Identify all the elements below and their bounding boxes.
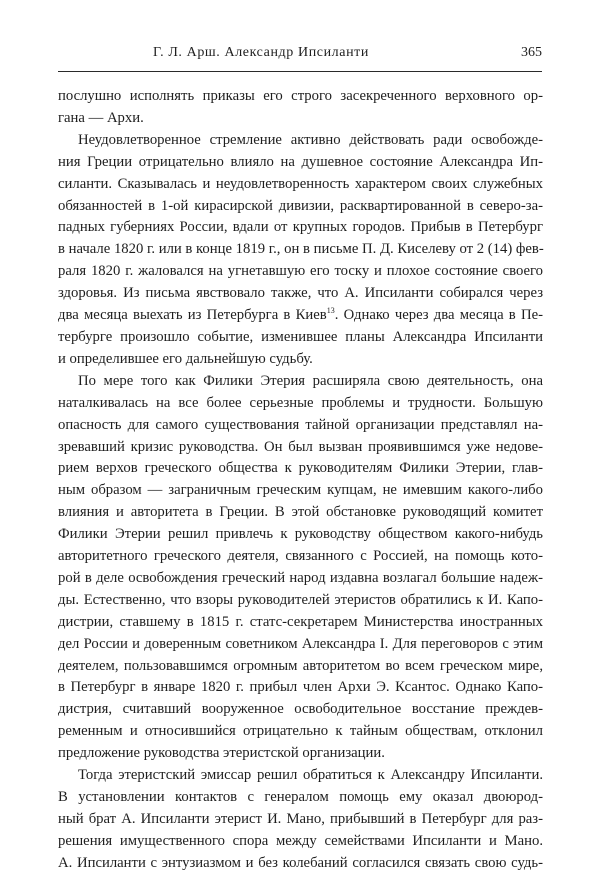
text-line (58, 612, 543, 634)
text-line-content: влияния и авторитета в Греции. В этой обстановке руководящий комитет (58, 504, 543, 521)
text-line (58, 831, 543, 853)
text-line (58, 130, 543, 152)
running-header (58, 43, 542, 72)
text-line (58, 349, 543, 371)
text-line-content: зревавший кризис руководства. Он был вызван проявившимся уже недове- (58, 438, 543, 455)
text-line-content: решения имущественного спора между семействами Ипсиланти и Мано. (58, 832, 543, 849)
text-line (58, 174, 543, 196)
text-line (58, 305, 543, 327)
text-line (58, 809, 543, 831)
text-line-content: гана — Архи. (58, 109, 144, 126)
text-line (58, 217, 543, 239)
text-line-content: силанти. Сказывалась и неудовлетворенность характером своих служебных (58, 175, 543, 192)
text-line (58, 502, 543, 524)
text-line-content: рием верхов греческого общества к руководителям Филики Этерии, глав- (58, 460, 543, 477)
text-line-content: здоровья. Из письма явствовало также, что А. Ипсиланти собирался через (58, 285, 543, 302)
text-line-content: наталкивалась на все более серьезные проблемы и трудности. Большую (58, 394, 543, 411)
text-line-content: Тогда этеристский эмиссар решил обратиться к Александру Ипсиланти. (78, 767, 543, 784)
text-line (58, 656, 543, 678)
text-line (58, 458, 543, 480)
text-line-content: опасность для самого существования тайной организации представлял на- (58, 416, 543, 433)
text-line (58, 743, 543, 765)
text-line-content: деятелем, пользовавшимся огромным авторитетом во всем греческом мире, (58, 657, 543, 674)
text-line (58, 86, 543, 108)
text-line-content: послушно исполнять приказы его строго засекреченного верховного ор- (58, 88, 543, 104)
text-line (58, 590, 543, 612)
text-line (58, 634, 543, 656)
text-line-content: ременным и относившийся отрицательно к тайным обществам, отклонил (58, 723, 543, 740)
text-line (58, 699, 543, 721)
text-line-content: А. Ипсиланти с энтузиазмом и без колебаний согласился связать свою судь- (58, 854, 543, 871)
text-line-content: В установлении контактов с генералом помощь ему оказал двоюрод- (58, 789, 543, 805)
text-line (58, 261, 543, 283)
text-line (58, 546, 543, 568)
text-line-content: рой в деле освобождения греческий народ издавна возлагал большие надеж- (58, 569, 543, 586)
text-line (58, 787, 543, 809)
text-line-content: обязанностей в 1-ой кирасирской дивизии, расквартированной в северо-за- (58, 197, 543, 214)
running-title: Г. Л. Арш. Александр Ипсиланти (153, 45, 369, 60)
text-line-content: . Однако через два месяца в Пе- (334, 307, 543, 324)
text-line-content: ния Греции отрицательно влияло на душевное состояние Александра Ип- (58, 153, 543, 170)
text-line-content: предложение руководства этеристской организации. (58, 745, 385, 762)
text-line-content: тербурге произошло событие, изменившее планы Александра Ипсиланти (58, 328, 543, 345)
footnote-ref[interactable]: 13 (326, 306, 335, 316)
page-number: 365 (521, 45, 542, 60)
text-line-content: и определившее его дальнейшую судьбу. (58, 350, 313, 367)
text-line-content: дистрии, ставшему в 1815 г. статс-секретарем Министерства иностранных (58, 613, 543, 630)
text-line (58, 283, 543, 305)
text-line-content: ный брат А. Ипсиланти этерист И. Мано, прибывший в Петербург для раз- (58, 810, 543, 827)
text-line (58, 152, 543, 174)
text-line (58, 239, 543, 261)
text-line-content: дел России и доверенным советником Александра I. Для переговоров с этим (58, 635, 543, 652)
text-line-content: По мере того как Филики Этерия расширяла свою деятельность, она (78, 372, 543, 389)
text-line (58, 371, 543, 393)
text-line (58, 437, 543, 459)
text-line (58, 196, 543, 218)
text-line-content: раля 1820 г. жаловался на угнетавшую его тоску и плохое состояние своего (58, 263, 543, 280)
body-text (58, 86, 543, 875)
text-line (58, 327, 543, 349)
text-line-content: два месяца выехать из Петербурга в Киев (58, 307, 327, 324)
text-line-content: ды. Естественно, что взоры руководителей этеристов обратились к И. Капо- (58, 591, 543, 608)
text-line (58, 677, 543, 699)
text-line (58, 524, 543, 546)
text-line (58, 721, 543, 743)
text-line (58, 108, 543, 130)
text-line-content: дистрия, считавший вооруженное освободительное восстание преждев- (58, 701, 543, 718)
text-line (58, 480, 543, 502)
text-line-content: Филики Этерии решил привлечь к руководству обществом какого-нибудь (58, 526, 543, 543)
text-line-content: ным образом — заграничным греческим купцам, не имевшим какого-либо (58, 482, 543, 499)
text-line-content: падных губерниях России, вдали от крупных городов. Прибыв в Петербург (58, 219, 543, 236)
text-line (58, 853, 543, 875)
text-line-content: в начале 1820 г. или в конце 1819 г., он в письме П. Д. Киселеву от 2 (14) фев- (58, 241, 544, 258)
text-line-content: Неудовлетворенное стремление активно действовать ради освобожде- (78, 131, 543, 148)
text-line (58, 415, 543, 437)
text-line (58, 568, 543, 590)
text-line-content: авторитетного греческого деятеля, связанного с Россией, на помощь кото- (58, 548, 543, 565)
text-line-content: в Петербург в январе 1820 г. прибыл член Архи Э. Ксантос. Однако Капо- (58, 679, 543, 696)
text-line (58, 765, 543, 787)
text-line (58, 393, 543, 415)
